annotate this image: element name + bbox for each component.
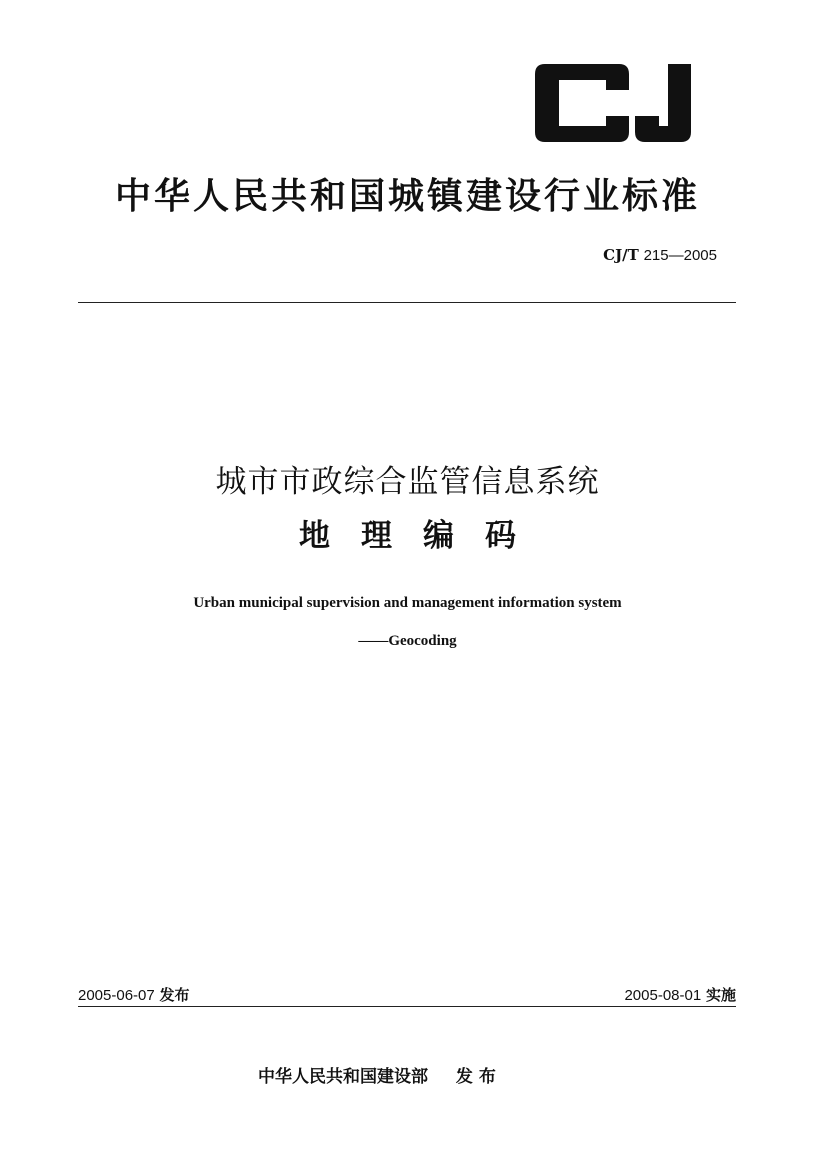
publisher-name: 中华人民共和国建设部 (258, 1067, 428, 1087)
standard-code (603, 246, 717, 264)
logo-letter-j (635, 64, 691, 142)
implementation-date-value: 2005-08-01 (624, 987, 702, 1004)
document-title-line1: 城市市政综合监管信息系统 (215, 464, 600, 500)
standard-code-number: 215—2005 (643, 247, 717, 264)
publisher-label: 发 布 (455, 1067, 496, 1087)
english-subtitle: ——Geocoding (358, 633, 457, 649)
implementation-date-label: 实施 (705, 986, 736, 1004)
implementation-date (624, 984, 736, 1005)
issue-date (78, 984, 190, 1005)
org-title: 中华人民共和国城镇建设行业标准 (114, 176, 700, 217)
document-title-line2: 地 理 编 码 (299, 518, 516, 554)
issue-date-label: 发布 (159, 986, 190, 1004)
issue-date-value: 2005-06-07 (78, 987, 155, 1004)
logo-letter-c (535, 64, 629, 142)
publisher (258, 1062, 496, 1087)
standard-code-prefix: CJ/T (603, 246, 639, 264)
top-divider (78, 302, 736, 303)
english-title: Urban municipal supervision and management information system (193, 595, 622, 611)
bottom-divider (78, 1006, 736, 1007)
cj-logo (535, 64, 691, 142)
